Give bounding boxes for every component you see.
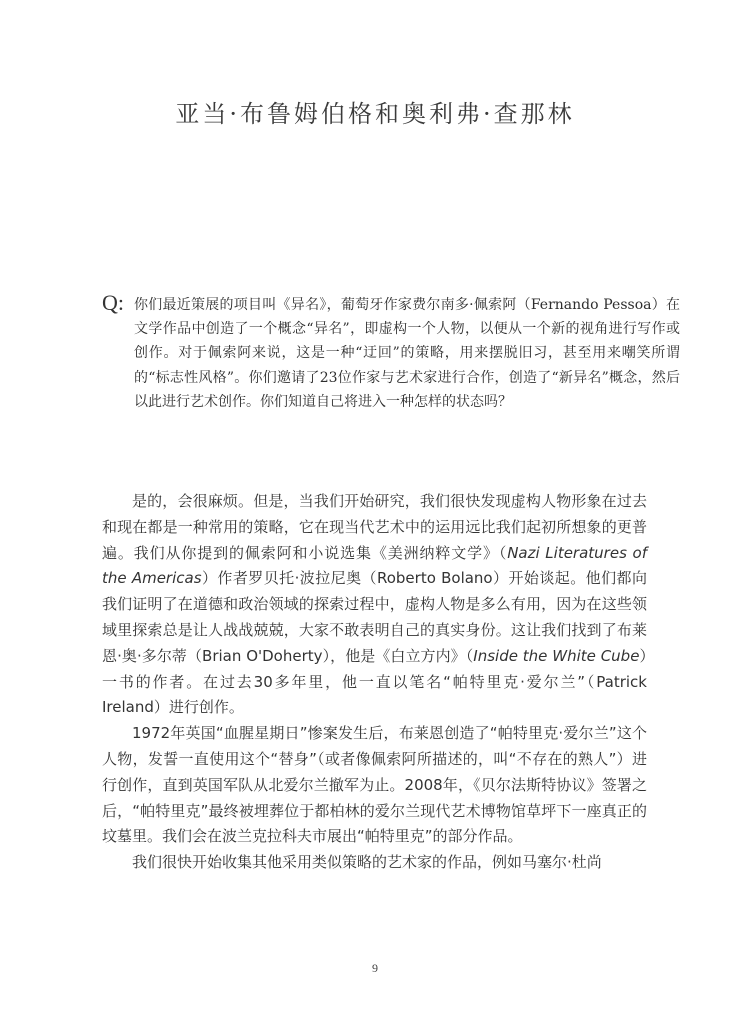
book-title-italic: Inside the White Cube	[473, 646, 640, 665]
paragraph-text: ）一书的作者。在过去30多年里，他一直以笔名“帕特里克·爱尔兰”（Patrick Ireland）进行创作。	[102, 646, 647, 717]
page-number: 9	[372, 961, 378, 975]
book-title-italic: Nazi Literatures of the Americas	[102, 543, 647, 588]
chapter-title: 亚当·布鲁姆伯格和奥利弗·查那林	[175, 100, 575, 128]
question-mark-label: Q:	[102, 290, 124, 315]
answer-paragraph-1	[102, 489, 647, 721]
answer-paragraph-2: 1972年英国“血腥星期日”惨案发生后，布莱恩创造了“帕特里克·爱尔兰”这个人物，发誓一直使用这个“替身”（或者像佩索阿所描述的，叫“不存在的熟人”）进行创作，直到英国军队从北爱尔兰撤军为止。2008年，《贝尔法斯特协议》签署之后，“帕特里克”最终被埋葬位于都柏林的爱尔兰现代艺术博物馆草坪下一座真正的坟墓里。我们会在波兰克拉科夫市展出“帕特里克”的部分作品。	[102, 724, 647, 846]
question-text: 你们最近策展的项目叫《异名》，葡萄牙作家费尔南多·佩索阿（Fernando Pessoa）在文学作品中创造了一个概念“异名”，即虚构一个人物，以便从一个新的视角进行写作或创作。对于佩索阿来说，这是一种“迂回”的策略，用来摆脱旧习，甚至用来嘲笑所谓的“标志性风格”。你们邀请了23位作家与艺术家进行合作，创造了“新异名”概念，然后以此进行艺术创作。你们知道自己将进入一种怎样的状态吗？	[134, 297, 680, 410]
question-block	[102, 290, 680, 414]
answer-paragraph-3: 我们很快开始收集其他采用类似策略的艺术家的作品，例如马塞尔·杜尚	[132, 853, 602, 872]
paragraph-text: ）作者罗贝托·波拉尼奥（Roberto Bolano）开始谈起。他们都向我们证明了在道德和政治领域的探索过程中，虚构人物是多么有用，因为在这些领域里探索总是让人战战兢兢，大家不敢表明自己的真实身份。这让我们找到了布莱恩·奥·多尔蒂（Brian O'Doherty），他是《白立方内》（	[102, 569, 647, 665]
answer-body	[102, 489, 647, 876]
paragraph-text: 是的，会很麻烦。但是，当我们开始研究，我们很快发现虚构人物形象在过去和现在都是一种常用的策略，它在现当代艺术中的运用远比我们起初所想象的更普遍。我们从你提到的佩索阿和小说选集《美洲纳粹文学》（	[102, 492, 647, 562]
